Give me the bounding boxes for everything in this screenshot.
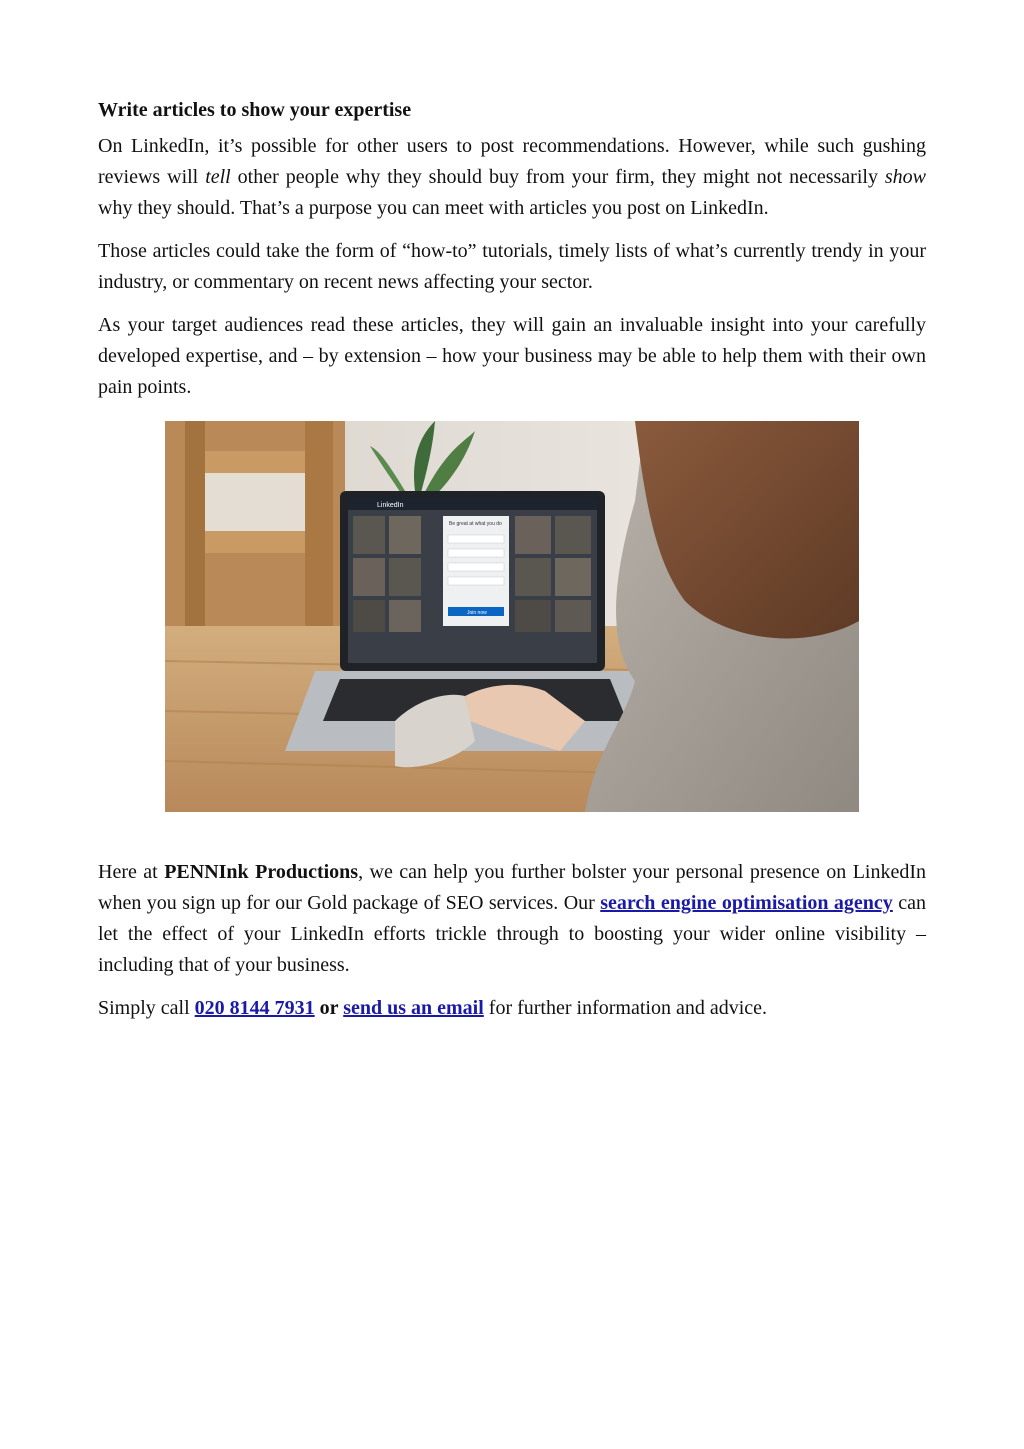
shelf-gap — [205, 473, 305, 531]
p1-emphasis-tell: tell — [205, 166, 231, 188]
screen-linkedin-logo: LinkedIn — [377, 502, 404, 509]
p5-text-b: for further information and advice. — [483, 997, 768, 1019]
shelf-board-middle — [205, 531, 305, 553]
phone-link[interactable]: 020 8144 7931 — [194, 997, 315, 1019]
article-body — [98, 96, 926, 1036]
screen-form-title: Be great at what you do — [449, 521, 502, 527]
paragraph-recommendations — [98, 131, 926, 224]
seo-agency-link[interactable]: search engine optimisation agency — [600, 892, 893, 914]
p5-or: or — [314, 997, 344, 1019]
photo-woman-laptop-linkedin — [165, 421, 859, 812]
p1-emphasis-show: show — [884, 166, 927, 188]
shelf-post-right — [305, 421, 333, 626]
section-heading: Write articles to show your expertise — [98, 99, 412, 121]
p4-text-b: , we can help you further bolster your personal presence on LinkedIn when you sign up for our Gold package of SEO services. Our — [98, 861, 927, 914]
email-link[interactable]: send us an email — [343, 997, 484, 1019]
brand-name: PENNInk Productions — [164, 861, 359, 883]
p4-text-c: can let the effect of your LinkedIn efforts trickle through to boosting your wider online visibility – including that of your business. — [98, 892, 926, 976]
p1-text-b: other people why they should buy from your firm, they might not necessarily — [230, 166, 885, 188]
screen-join-label: Join now — [467, 610, 487, 616]
paragraph-audience-insight: As your target audiences read these articles, they will gain an invaluable insight into your carefully developed expertise, and – by extension – how your business may be able to help them with their own pain points. — [98, 314, 926, 398]
photo-illustration — [165, 421, 859, 812]
p1-text-c: why they should. That’s a purpose you can meet with articles you post on LinkedIn. — [98, 197, 769, 219]
paragraph-article-forms: Those articles could take the form of “how-to” tutorials, timely lists of what’s currently trendy in your industry, or commentary on recent news affecting your sector. — [98, 240, 926, 293]
shelf-post — [185, 421, 205, 626]
paragraph-pennink-services — [98, 857, 926, 981]
p5-text-a: Simply call — [98, 997, 195, 1019]
p1-text-a: On LinkedIn, it’s possible for other users to post recommendations. However, while such gushing reviews will — [98, 135, 926, 188]
p4-text-a: Here at — [98, 861, 165, 883]
shelf-board-top — [205, 451, 305, 473]
paragraph-contact — [98, 993, 926, 1024]
